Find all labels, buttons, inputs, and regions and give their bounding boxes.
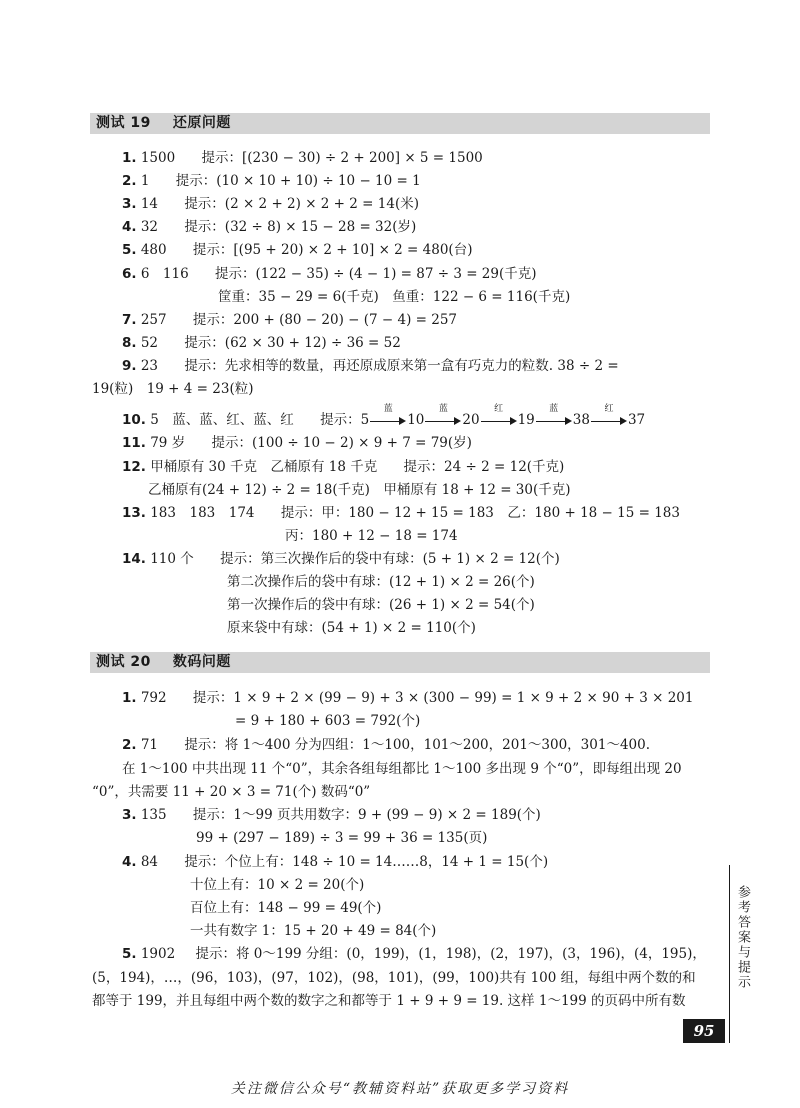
answer-item: 5. 1902 提示：将 0～199 分组：(0，199)，(1，198)，(2，197)，(3，196)，(4，195)， — [122, 946, 706, 962]
answer-hint-line: 99 + (297 − 189) ÷ 3 = 99 + 36 = 135(页) — [196, 830, 488, 846]
answer-continuation: 在 1～100 中共出现 11 个“0”，其余各组每组都比 1～100 多出现 9 个“0”，即每组出现 20 — [122, 761, 682, 777]
answer-hint-line: 十位上有：10 × 2 = 20(个) — [190, 877, 365, 893]
arrow-label: 红 — [604, 403, 614, 414]
answer-item: 8. 52 提示：(62 × 30 + 12) ÷ 36 = 52 — [122, 335, 401, 351]
page-number: 95 — [683, 1019, 725, 1043]
arrow-label: 蓝 — [383, 403, 393, 414]
answer-item: 4. 84 提示：个位上有：148 ÷ 10 = 14……8，14 + 1 = 15(个) — [122, 854, 549, 870]
arrow-icon — [370, 403, 406, 427]
answer-item: 4. 32 提示：(32 ÷ 8) × 15 − 28 = 32(岁) — [122, 219, 417, 235]
answer-item: 3. 135 提示：1～99 页共用数字：9 + (99 − 9) × 2 = 189(个) — [122, 807, 541, 823]
footer-note: 关注微信公众号“教辅资料站”获取更多学习资料 — [230, 1081, 570, 1097]
arrow-icon — [591, 403, 627, 427]
answer-item: 6. 6 116 提示：(122 − 35) ÷ (4 − 1) = 87 ÷ 3 = 29(千克) — [122, 266, 537, 282]
answer-hint-line: 第一次操作后的袋中有球：(26 + 1) × 2 = 54(个) — [227, 597, 535, 613]
answer-hint-line: 第二次操作后的袋中有球：(12 + 1) × 2 = 26(个) — [227, 574, 535, 590]
answer-item: 10. 5 蓝、蓝、红、蓝、红 提示：5 蓝 10 蓝 20 红 19 蓝 38 红 37 — [122, 403, 646, 428]
answer-item: 11. 79 岁 提示：(100 ÷ 10 − 2) × 9 + 7 = 79(岁) — [122, 435, 472, 451]
answer-item: 7. 257 提示：200 + (80 − 20) − (7 − 4) = 257 — [122, 312, 458, 328]
answer-continuation: 19(粒) 19 + 4 = 23(粒) — [92, 381, 254, 397]
answer-hint-line: 原来袋中有球：(54 + 1) × 2 = 110(个) — [227, 620, 476, 636]
arrow-icon — [536, 403, 572, 427]
answer-continuation: (5，194)，…，(96，103)，(97，102)，(98，101)，(99，100)共有 100 组，每组中两个数的和 — [92, 970, 696, 986]
side-divider — [729, 865, 730, 1043]
answer-item: 14. 110 个 提示：第三次操作后的袋中有球：(5 + 1) × 2 = 12(个) — [122, 551, 560, 567]
section-number: 测试 20 — [96, 654, 151, 670]
answer-item: 5. 480 提示：[(95 + 20) × 2 + 10] × 2 = 480(台) — [122, 242, 473, 258]
answer-item: 9. 23 提示：先求相等的数量，再还原成原来第一盒有巧克力的粒数. 38 ÷ 2 = — [122, 358, 619, 374]
answer-hint-line: 百位上有：148 − 99 = 49(个) — [190, 900, 382, 916]
chain-value: 38 — [572, 412, 590, 428]
answer-continuation: 都等于 199，并且每组中两个数的数字之和都等于 1 + 9 + 9 = 19. 这样 1～199 的页码中所有数 — [92, 993, 686, 1009]
chain-value: 20 — [462, 412, 480, 428]
chain-value: 10 — [407, 412, 425, 428]
arrow-label: 蓝 — [549, 403, 559, 414]
answer-item: 1. 792 提示：1 × 9 + 2 × (99 − 9) + 3 × (300 − 99) = 1 × 9 + 2 × 90 + 3 × 201 — [122, 690, 694, 706]
arrow-label: 红 — [494, 403, 504, 414]
section-number: 测试 19 — [96, 115, 151, 131]
section-header-test19 — [90, 113, 710, 134]
chain-value: 37 — [627, 412, 646, 428]
answer-hint-line: 一共有数字 1：15 + 20 + 49 = 84(个) — [190, 923, 437, 939]
section-title: 还原问题 — [172, 115, 231, 131]
arrow-label: 蓝 — [438, 403, 448, 414]
answer-hint-line: 筐重：35 − 29 = 6(千克) 鱼重：122 − 6 = 116(千克) — [218, 289, 571, 305]
side-tab-label: 参考答案与提示 — [735, 885, 750, 990]
answer-continuation: 乙桶原有(24 + 12) ÷ 2 = 18(千克) 甲桶原有 18 + 12 = 30(千克) — [148, 482, 571, 498]
answer-hint-line: = 9 + 180 + 603 = 792(个) — [235, 713, 421, 729]
answer-hint-line: 丙：180 + 12 − 18 = 174 — [285, 528, 458, 544]
answer-item: 3. 14 提示：(2 × 2 + 2) × 2 + 2 = 14(米) — [122, 196, 419, 212]
answer-item: 2. 1 提示：(10 × 10 + 10) ÷ 10 − 10 = 1 — [122, 173, 421, 189]
answer-item: 1. 1500 提示：[(230 − 30) ÷ 2 + 200] × 5 = 1500 — [122, 150, 483, 166]
answer-item: 13. 183 183 174 提示：甲：180 − 12 + 15 = 183 乙：180 + 18 − 15 = 183 — [122, 505, 680, 521]
chain-value: 19 — [517, 412, 535, 428]
answer-continuation: “0”，共需要 11 + 20 × 3 = 71(个) 数码“0” — [92, 784, 371, 800]
section-header-test20 — [90, 652, 710, 673]
section-title: 数码问题 — [172, 654, 231, 670]
answer-item: 2. 71 提示：将 1～400 分为四组：1～100，101～200，201～300，301～400. — [122, 737, 651, 753]
arrow-icon — [481, 403, 517, 427]
arrow-icon — [425, 403, 461, 427]
answer-item: 12. 甲桶原有 30 千克 乙桶原有 18 千克 提示：24 ÷ 2 = 12(千克) — [122, 459, 565, 475]
chain-value: 5 — [360, 412, 370, 428]
